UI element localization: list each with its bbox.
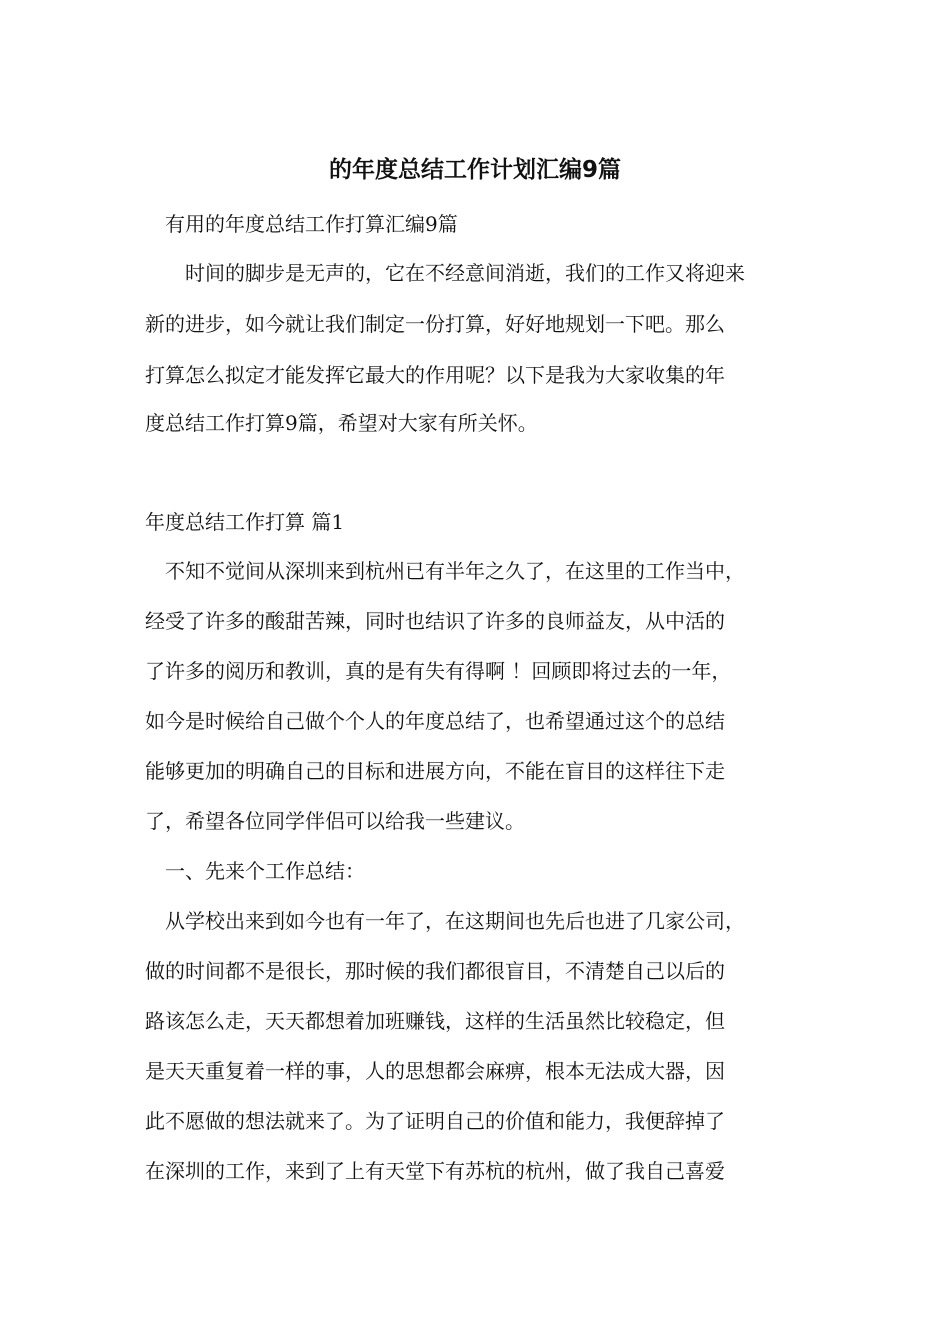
body-line: 路该怎么走，天天都想着加班赚钱，这样的生活虽然比较稳定，但 — [145, 1009, 725, 1033]
intro-line: 度总结工作打算9篇，希望对大家有所关怀。 — [145, 411, 538, 435]
body-line: 能够更加的明确自己的目标和进展方向，不能在盲目的这样往下走 — [145, 759, 725, 783]
body-line: 此不愿做的想法就来了。为了证明自己的价值和能力，我便辞掉了 — [145, 1109, 725, 1133]
body-line: 经受了许多的酸甜苦辣，同时也结识了许多的良师益友，从中活的 — [145, 609, 725, 633]
body-line: 了许多的阅历和教训，真的是有失有得啊 ！回顾即将过去的一年， — [145, 659, 732, 683]
intro-line: 时间的脚步是无声的，它在不经意间消逝，我们的工作又将迎来 — [145, 261, 745, 285]
subsection-heading: 一、先来个工作总结： — [145, 859, 365, 883]
body-line: 不知不觉间从深圳来到杭州已有半年之久了，在这里的工作当中， — [145, 559, 745, 583]
intro-line: 新的进步，如今就让我们制定一份打算，好好地规划一下吧。那么 — [145, 312, 725, 336]
document-title: 的年度总结工作计划汇编9篇 — [328, 157, 621, 183]
body-line: 从学校出来到如今也有一年了，在这期间也先后也进了几家公司， — [145, 909, 745, 933]
subtitle-line: 有用的年度总结工作打算汇编9篇 — [145, 212, 458, 236]
body-line: 是天天重复着一样的事，人的思想都会麻痹，根本无法成大器，因 — [145, 1059, 725, 1083]
body-line: 在深圳的工作，来到了上有天堂下有苏杭的杭州，做了我自己喜爱 — [145, 1159, 725, 1183]
intro-line: 打算怎么拟定才能发挥它最大的作用呢？以下是我为大家收集的年 — [145, 363, 725, 387]
body-line: 了，希望各位同学伴侣可以给我一些建议。 — [145, 809, 525, 833]
section-heading: 年度总结工作打算 篇1 — [145, 510, 345, 534]
body-line: 做的时间都不是很长，那时候的我们都很盲目，不清楚自己以后的 — [145, 959, 725, 983]
body-line: 如今是时候给自己做个个人的年度总结了，也希望通过这个的总结 — [145, 709, 725, 733]
